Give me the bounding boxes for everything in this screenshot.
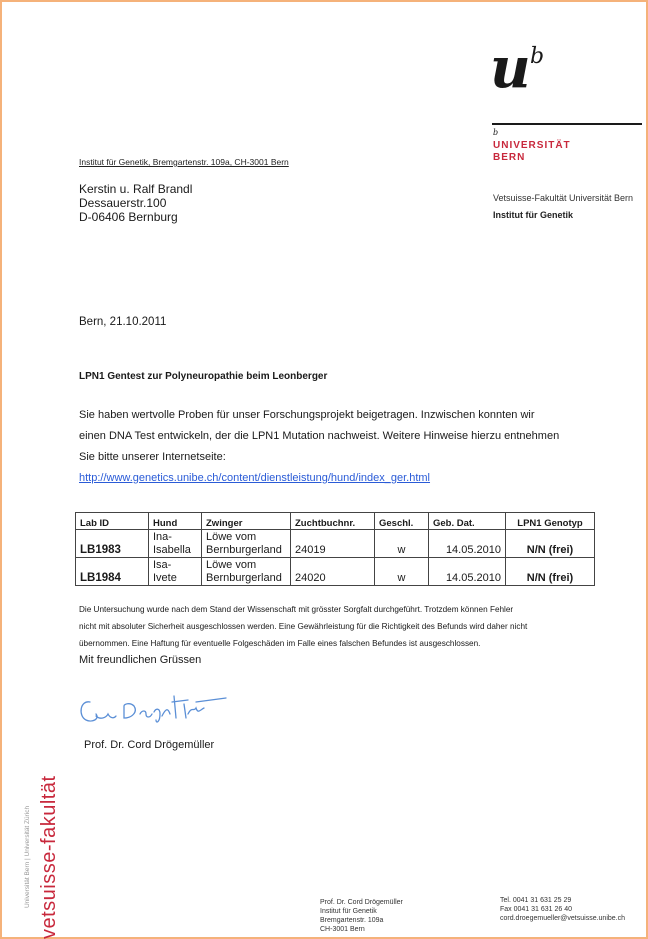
disclaimer	[79, 601, 639, 652]
zwinger-line2: Bernburgerland	[206, 544, 282, 556]
faculty-name: Vetsuisse-Fakultät Universität Bern	[493, 193, 634, 203]
cell-zuchtbuchnr: 24020	[291, 558, 375, 586]
genotype-results-table	[75, 512, 595, 586]
closing-greeting: Mit freundlichen Grüssen	[79, 654, 202, 666]
cell-lab-id: LB1983	[76, 530, 149, 558]
university-name	[493, 140, 571, 164]
body-line: einen DNA Test entwickeln, der die LPN1 Mutation nachweist. Weitere Hinweise hierzu entnehmen	[79, 430, 560, 442]
table-row	[76, 558, 595, 586]
footer-address-line: Bremgartenstr. 109a	[320, 917, 384, 924]
recipient-city: D-06406 Bernburg	[79, 210, 178, 224]
letter-body	[79, 405, 639, 489]
footer-fax: Fax 0041 31 631 26 40	[500, 906, 573, 913]
university-name-line1: UNIVERSITÄT	[493, 140, 571, 151]
cell-genotyp: N/N (frei)	[506, 558, 595, 586]
cell-genotyp: N/N (frei)	[506, 530, 595, 558]
column-header-zwinger: Zwinger	[202, 513, 291, 530]
cell-zuchtbuchnr: 24019	[291, 530, 375, 558]
sender-address-line: Institut für Genetik, Bremgartenstr. 109a, CH-3001 Bern	[79, 157, 289, 167]
disclaimer-line: Die Untersuchung wurde nach dem Stand der Wissenschaft mit grösster Sorgfalt durchgeführt. Trotzdem können Fehler	[79, 605, 514, 614]
zwinger-line2: Bernburgerland	[206, 572, 282, 584]
handwritten-signature	[76, 686, 246, 728]
hund-name-line1: Ina-	[153, 531, 172, 543]
logo-divider	[492, 123, 642, 125]
cell-geschl: w	[375, 558, 429, 586]
website-link[interactable]: http://www.genetics.unibe.ch/content/dienstleistung/hund/index_ger.html	[79, 472, 431, 484]
body-line: Sie bitte unserer Internetseite:	[79, 451, 226, 463]
recipient-name: Kerstin u. Ralf Brandl	[79, 182, 193, 196]
cell-hund	[149, 558, 202, 586]
zwinger-line1: Löwe vom	[206, 559, 257, 571]
letter-date: Bern, 21.10.2011	[79, 316, 167, 328]
footer-contact	[500, 896, 625, 923]
footer-address-line: Institut für Genetik	[320, 908, 377, 915]
cell-lab-id: LB1984	[76, 558, 149, 586]
cell-zwinger	[202, 558, 291, 586]
hund-name-line2: Ivete	[153, 572, 177, 584]
disclaimer-line: nicht mit absoluter Sicherheit ausgeschlossen werden. Eine Gewährleistung für die Richtigkeit des Befunds wird daher nicht	[79, 622, 528, 631]
institute-name: Institut für Genetik	[493, 210, 574, 220]
signer-name: Prof. Dr. Cord Drögemüller	[84, 739, 215, 751]
hund-name-line1: Isa-	[153, 559, 172, 571]
vetsuisse-side-branding: vetsuisse-fakultät	[38, 775, 60, 939]
cell-geschl: w	[375, 530, 429, 558]
column-header-geb-dat: Geb. Dat.	[429, 513, 506, 530]
table-row	[76, 530, 595, 558]
recipient-address	[79, 182, 192, 224]
university-logo-u: u	[490, 35, 531, 101]
disclaimer-line: übernommen. Eine Haftung für eventuelle Folgeschäden im Falle eines falschen Befundes ist ausgeschlossen.	[79, 639, 481, 648]
university-logo-b: b	[530, 44, 545, 69]
cell-zwinger	[202, 530, 291, 558]
zwinger-line1: Löwe vom	[206, 531, 257, 543]
footer-phone: Tel. 0041 31 631 25 29	[500, 897, 572, 904]
footer-address-line: CH-3001 Bern	[320, 926, 365, 933]
column-header-zuchtbuchnr: Zuchtbuchnr.	[291, 513, 375, 530]
university-logo-small-b: b	[493, 128, 499, 137]
universities-side-label: Universität Bern | Universität Zürich	[24, 805, 31, 908]
university-name-line2: BERN	[493, 152, 526, 163]
cell-geb-dat: 14.05.2010	[429, 530, 506, 558]
recipient-street: Dessauerstr.100	[79, 196, 167, 210]
table-header-row	[76, 513, 595, 530]
column-header-geschl: Geschl.	[375, 513, 429, 530]
column-header-genotyp: LPN1 Genotyp	[506, 513, 595, 530]
hund-name-line2: Isabella	[153, 544, 191, 556]
letter-subject: LPN1 Gentest zur Polyneuropathie beim Leonberger	[79, 371, 328, 382]
cell-hund	[149, 530, 202, 558]
footer-address-line: Prof. Dr. Cord Drögemüller	[320, 899, 403, 906]
column-header-lab-id: Lab ID	[76, 513, 149, 530]
footer-email: cord.droegemueller@vetsuisse.unibe.ch	[500, 915, 626, 922]
cell-geb-dat: 14.05.2010	[429, 558, 506, 586]
body-line: Sie haben wertvolle Proben für unser Forschungsprojekt beigetragen. Inzwischen konnten wir	[79, 409, 535, 421]
footer-address	[320, 898, 403, 934]
column-header-hund: Hund	[149, 513, 202, 530]
